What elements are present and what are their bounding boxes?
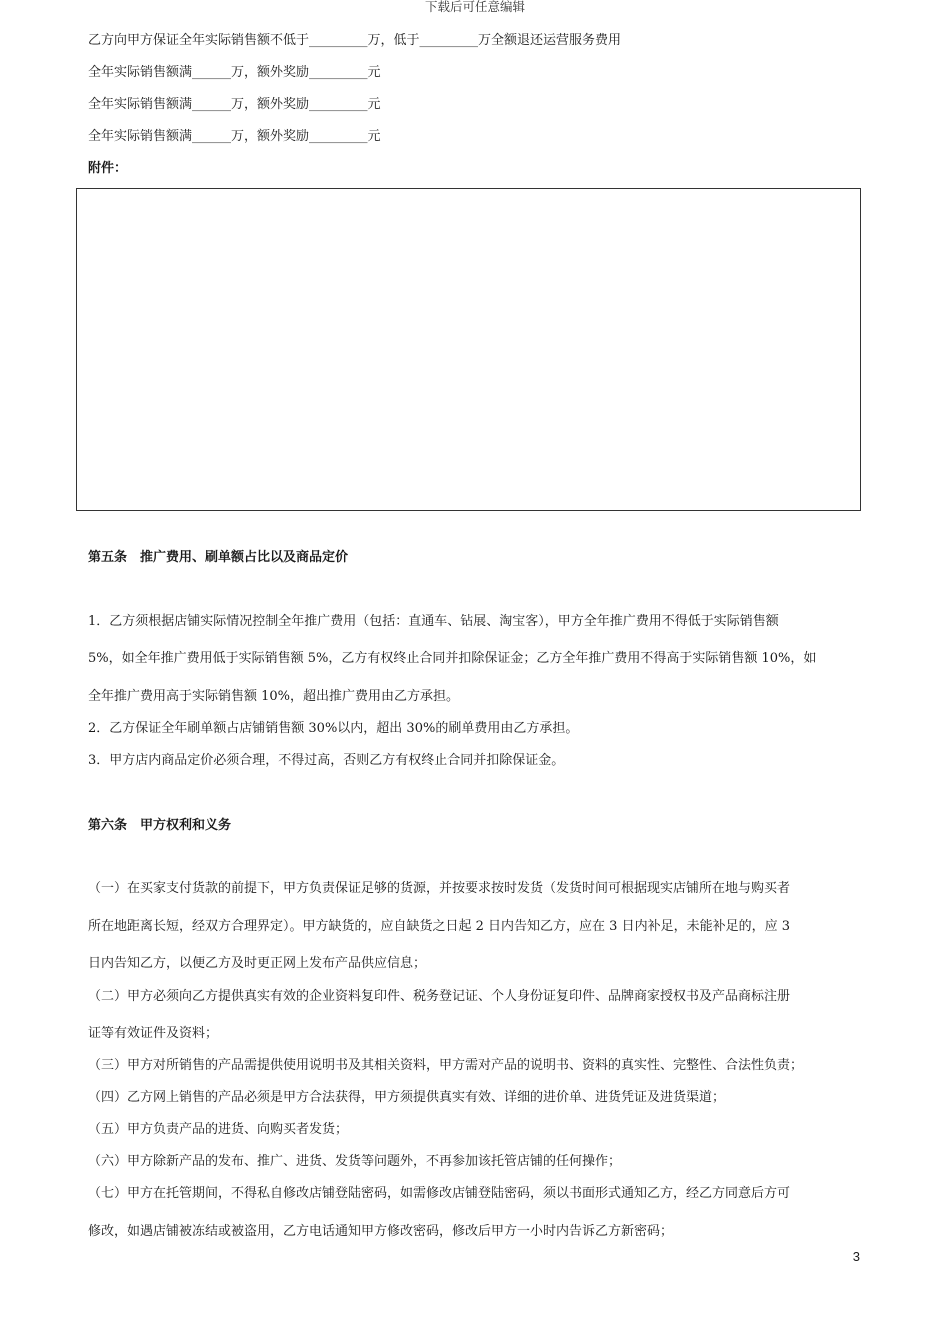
article6-line: （七）甲方在托管期间，不得私自修改店铺登陆密码，如需修改店铺登陆密码，须以书面形式通知乙方，经乙方同意后方可 [88,1186,791,1201]
article5-line: 5%，如全年推广费用低于实际销售额 5%，乙方有权终止合同并扣除保证金；乙方全年推广费用不得高于实际销售额 10%，如 [88,651,817,666]
article5-line: 2．乙方保证全年刷单额占店铺销售额 30%以内，超出 30%的刷单费用由乙方承担。 [88,721,579,736]
article6-line: 修改，如遇店铺被冻结或被盗用，乙方电话通知甲方修改密码，修改后甲方一小时内告诉乙方新密码； [88,1224,674,1239]
article6-line: （六）甲方除新产品的发布、推广、进货、发货等问题外，不再参加该托管店铺的任何操作； [88,1154,622,1169]
article5-line: 1．乙方须根据店铺实际情况控制全年推广费用（包括：直通车、钻展、淘宝客），甲方全年推广费用不得低于实际销售额 [88,614,779,629]
article6-line: 日内告知乙方，以便乙方及时更正网上发布产品供应信息； [88,956,427,971]
article6-line: 所在地距离长短，经双方合理界定）。甲方缺货的，应自缺货之日起 2 日内告知乙方，应在 3 日内补足，未能补足的，应 3 [88,919,790,934]
article5-line: 全年推广费用高于实际销售额 10%，超出推广费用由乙方承担。 [88,689,460,704]
article6-line: （一）在买家支付货款的前提下，甲方负责保证足够的货源，并按要求按时发货（发货时间可根据现实店铺所在地与购买者 [88,881,791,896]
article6-line: （二）甲方必须向乙方提供真实有效的企业资料复印件、税务登记证、个人身份证复印件、品牌商家授权书及产品商标注册 [88,989,791,1004]
sales-guarantee-line: 乙方向甲方保证全年实际销售额不低于_________万，低于_________万全额退还运营服务费用 [88,33,622,48]
attachment-label: 附件： [88,161,128,176]
article5-line: 3．甲方店内商品定价必须合理，不得过高，否则乙方有权终止合同并扣除保证金。 [88,753,565,768]
article6-line: 证等有效证件及资料； [88,1026,219,1041]
page-number: 3 [852,1249,860,1264]
page-header: 下载后可任意编辑 [424,0,525,14]
bonus-line: 全年实际销售额满______万，额外奖励_________元 [88,65,381,80]
article6-title: 第六条 甲方权利和义务 [88,818,232,833]
article6-line: （五）甲方负责产品的进货、向购买者发货； [88,1122,349,1137]
article6-line: （三）甲方对所销售的产品需提供使用说明书及其相关资料，甲方需对产品的说明书、资料的真实性、完整性、合法性负责； [88,1058,804,1073]
bonus-line: 全年实际销售额满______万，额外奖励_________元 [88,129,381,144]
article6-line: （四）乙方网上销售的产品必须是甲方合法获得，甲方须提供真实有效、详细的进价单、进货凭证及进货渠道； [88,1090,726,1105]
attachment-box [76,188,861,511]
bonus-line: 全年实际销售额满______万，额外奖励_________元 [88,97,381,112]
article5-title: 第五条 推广费用、刷单额占比以及商品定价 [88,550,349,565]
